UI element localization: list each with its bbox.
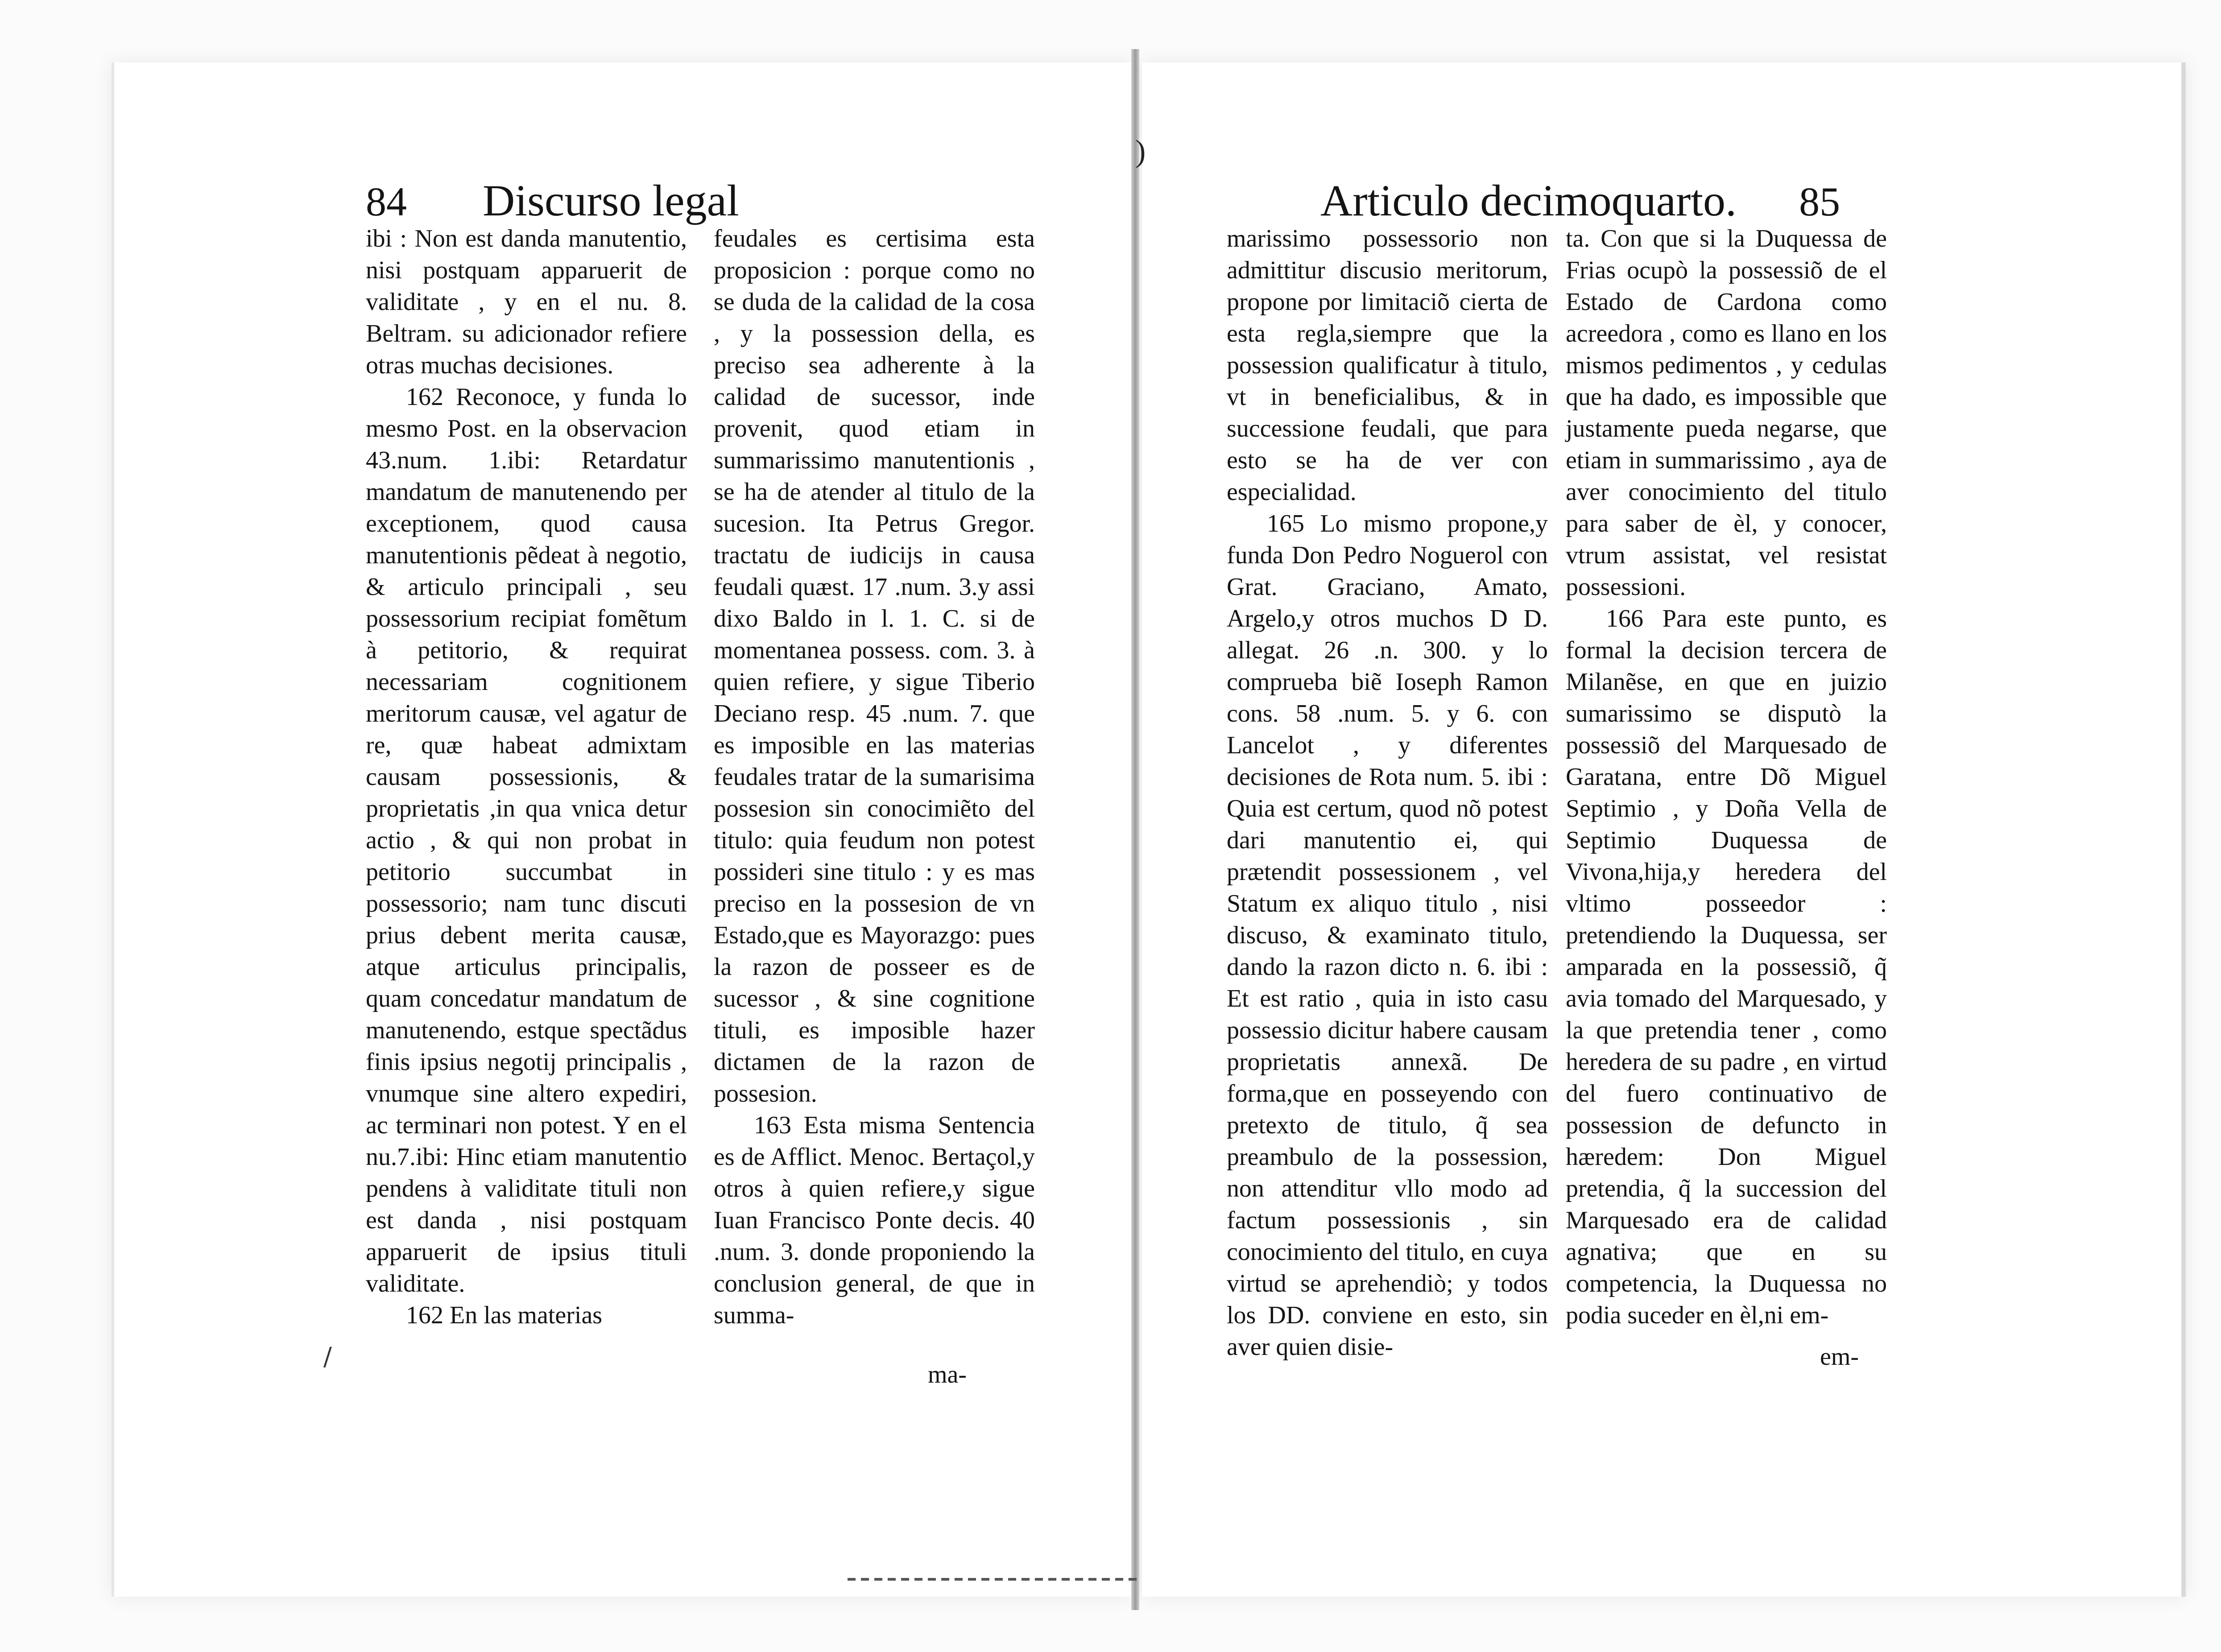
left-page-header	[366, 172, 739, 231]
right-catchword: em-	[1820, 1343, 1859, 1371]
right-running-title: Articulo decimoquarto.	[1320, 176, 1737, 225]
book-gutter	[1131, 49, 1139, 1610]
right-column-2	[1566, 223, 1887, 1331]
left-catchword: ma-	[928, 1361, 967, 1388]
left-col1-para-1: ibi : Non est danda manutentio, nisi postquam apparuerit de validitate , y en el nu. 8. Beltram. su adicionador refiere otras muchas decisiones.	[366, 225, 687, 379]
right-col1-para-1: marissimo possessorio non admittitur discusio meritorum, propone por limitaciõ cierta de esta regla,siempre que la possession qualificatur à titulo, vt in beneficialibus, & in successione feudali, que para esto se ha de ver con especialidad.	[1227, 225, 1548, 506]
gutter-mark: )	[1135, 134, 1146, 169]
left-column-1	[366, 223, 687, 1331]
left-col2-para-2: 163 Esta misma Sentencia es de Afflict. Menoc. Bertaçol,y otros à quien refiere,y sigue Iuan Francisco Ponte decis. 40 .num. 3. donde proponiendo la conclusion general, de que in summa-	[714, 1111, 1035, 1329]
right-page-number: 85	[1799, 179, 1840, 224]
right-column-1	[1227, 223, 1548, 1363]
left-col2-para-1: feudales es certisima esta proposicion : porque como no se duda de la calidad de la cosa , y la possession della, es preciso sea adherente à la calidad de sucessor, inde provenit, quod etiam in summarissimo manutentionis , se ha de atender al titulo de la sucesion. Ita Petrus Gregor. tractatu de iudicijs in causa feudali quæst. 17 .num. 3.y assi dixo Baldo in l. 1. C. si de momentanea possess. com. 3. à quien refiere, y sigue Tiberio Deciano resp. 45 .num. 7. que es imposible en las materias feudales tratar de la sumarisima possesion sin conocimiẽto del titulo: quia feudum non potest possideri sine titulo : y es mas preciso en la possesion de vn Estado,que es Mayorazgo: pues la razon de posseer es de sucessor , & sine cognitione tituli, es imposible hazer dictamen de la razon de possesion.	[714, 225, 1035, 1107]
right-page-header	[1320, 172, 1840, 231]
left-col1-para-3: 162 En las materias	[406, 1301, 603, 1329]
left-page-number: 84	[366, 179, 407, 224]
stray-mark: /	[323, 1342, 332, 1371]
right-col2-para-2: 166 Para este punto, es formal la decision tercera de Milanẽse, en que en juizio sumarissimo se disputò la possessiõ del Marquesado de Garatana, entre Dõ Miguel Septimio , y Doña Vella de Septimio Duquessa de Vivona,hija,y heredera del vltimo posseedor : pretendiendo la Duquessa, ser amparada en la possessiõ, q̃ avia tomado del Marquesado, y la que pretendia tener , como heredera de su padre , en virtud del fuero continuativo de possession de defuncto in hæredem: Don Miguel pretendia, q̃ la succession del Marquesado era de calidad agnativa; que en su competencia, la Duquessa no podia suceder en èl,ni em-	[1566, 605, 1887, 1329]
right-col2-para-1: ta. Con que si la Duquessa de Frias ocupò la possessiõ de el Estado de Cardona como acreedora , como es llano en los mismos pedimentos , y cedulas que ha dado, es impossible que justamente pueda negarse, que etiam in summarissimo , aya de aver conocimiento del titulo para saber de èl, y conocer, vtrum assistat, vel resistat possessioni.	[1566, 225, 1887, 601]
left-column-2	[714, 223, 1035, 1331]
right-col1-para-2: 165 Lo mismo propone,y funda Don Pedro Noguerol con Grat. Graciano, Amato, Argelo,y otros muchos D D. allegat. 26 .n. 300. y lo comprueba biẽ Ioseph Ramon cons. 58 .num. 5. y 6. con Lancelot , y diferentes decisiones de Rota num. 5. ibi : Quia est certum, quod nõ potest dari manutentio ei, qui prætendit possessionem , vel Statum ex aliquo titulo , nisi discuso, & examinato titulo, dando la razon dicto n. 6. ibi : Et est ratio , quia in isto casu possessio dicitur habere causam proprietatis annexã. De forma,que en posseyendo con pretexto de titulo, q̃ sea preambulo de la possession, non attenditur vllo modo ad factum possessionis , sin conocimiento del titulo, en cuya virtud se aprehendiò; y todos los DD. conviene en esto, sin aver quien disie-	[1227, 510, 1548, 1361]
left-running-title: Discurso legal	[483, 176, 739, 225]
left-col1-para-2: 162 Reconoce, y funda lo mesmo Post. en la observacion 43.num. 1.ibi: Retardatur mandatum de manutenendo per exceptionem, quod causa manutentionis pẽdeat à negotio, & articulo principali , seu possessorium recipiat fomẽtum à petitorio, & requirat necessariam cognitionem meritorum causæ, vel agatur de re, quæ habeat admixtam causam possessionis, & proprietatis ,in qua vnica detur actio , & qui non probat in petitorio succumbat in possessorio; nam tunc discuti prius debent merita causæ, atque articulus principalis, quam concedatur mandatum de manutenendo, estque spectãdus finis ipsius negotij principalis , vnumque sine altero expediri, ac terminari non potest. Y en el nu.7.ibi: Hinc etiam manutentio pendens à validitate tituli non est danda , nisi postquam apparuerit de ipsius tituli validitate.	[366, 383, 687, 1297]
bottom-dotted-rule	[848, 1578, 1137, 1581]
